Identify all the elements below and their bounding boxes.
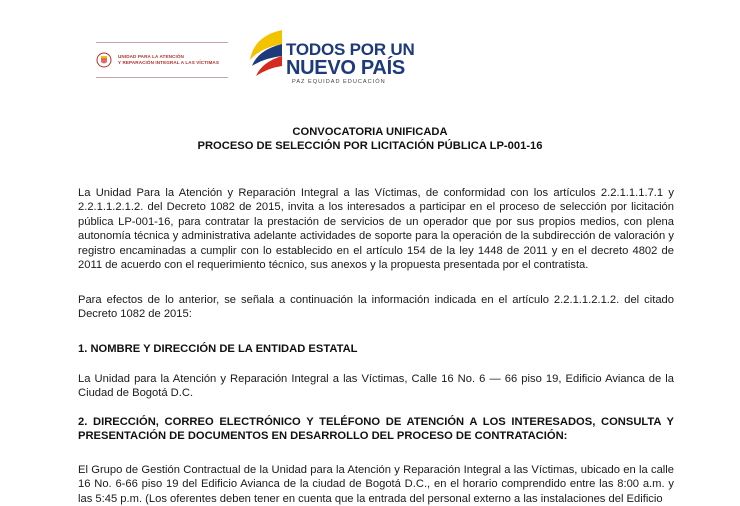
section-heading-2: 2. DIRECCIÓN, CORREO ELECTRÓNICO Y TELÉFONO DE ATENCIÓN A LOS INTERESADOS, CONSULTA Y PRESENTACIÓN DE DOCUMENTOS EN DESARROLLO DEL PROCESO DE CONTRATACIÓN: bbox=[78, 416, 674, 443]
document-title: CONVOCATORIA UNIFICADA bbox=[292, 126, 448, 138]
document-subtitle: PROCESO DE SELECCIÓN POR LICITACIÓN PÚBLICA LP-001-16 bbox=[197, 140, 543, 152]
contact-paragraph: El Grupo de Gestión Contractual de la Unidad para la Atención y Reparación Integral a las Víctimas, ubicado en la calle 16 No. 6-66 piso 19 del Edificio Avianca de la ciudad de Bogotá D.C., en el horario comprendido entre las 8:00 a.m. y las 5:45 p.m. (Los oferentes deben tener en cuenta que la entrada del personal externo a las instalaciones del Edificio bbox=[78, 464, 674, 505]
unidad-victimas-logo bbox=[96, 42, 228, 78]
colombia-seal-icon bbox=[96, 52, 112, 68]
entity-address-paragraph: La Unidad para la Atención y Reparación Integral a las Víctimas, Calle 16 No. 6 — 66 piso 19, Edificio Avianca de la Ciudad de Bogotá D.C. bbox=[78, 373, 674, 400]
reference-paragraph: Para efectos de lo anterior, se señala a continuación la información indicada en el artículo 2.2.1.1.2.1.2. del citado Decreto 1082 de 2015: bbox=[78, 294, 674, 321]
logo-line-2: NUEVO PAÍS bbox=[286, 57, 405, 79]
todos-por-un-nuevo-pais-logo bbox=[246, 22, 415, 86]
logo-tagline: PAZ EQUIDAD EDUCACIÓN bbox=[292, 79, 386, 85]
logo-line-1: TODOS POR UN bbox=[286, 40, 415, 59]
section-heading-1: 1. NOMBRE Y DIRECCIÓN DE LA ENTIDAD ESTATAL bbox=[78, 343, 358, 355]
intro-paragraph: La Unidad Para la Atención y Reparación Integral a las Víctimas, de conformidad con los artículos 2.2.1.1.1.7.1 y 2.2.1.1.2.1.2. del Decreto 1082 de 2015, invita a los interesados a participar en el proceso de selección por licitación pública LP-001-16, para contratar la prestación de servicios de un operador que por sus propios medios, con plena autonomía técnica y administrativa adelante actividades de soporte para la operación de la subdirección de valoración y registro encaminadas a cumplir con lo establecido en el artículo 154 de la ley 1448 de 2011 y en el decreto 4802 de 2011 de acuerdo con el requerimiento técnico, sus anexos y la propuesta presentada por el contratista. bbox=[78, 187, 674, 272]
flag-swoosh-icon bbox=[246, 26, 286, 84]
unidad-victimas-logo-text: UNIDAD PARA LA ATENCIÓN Y REPARACIÓN INTEGRAL A LAS VÍCTIMAS bbox=[118, 54, 220, 65]
